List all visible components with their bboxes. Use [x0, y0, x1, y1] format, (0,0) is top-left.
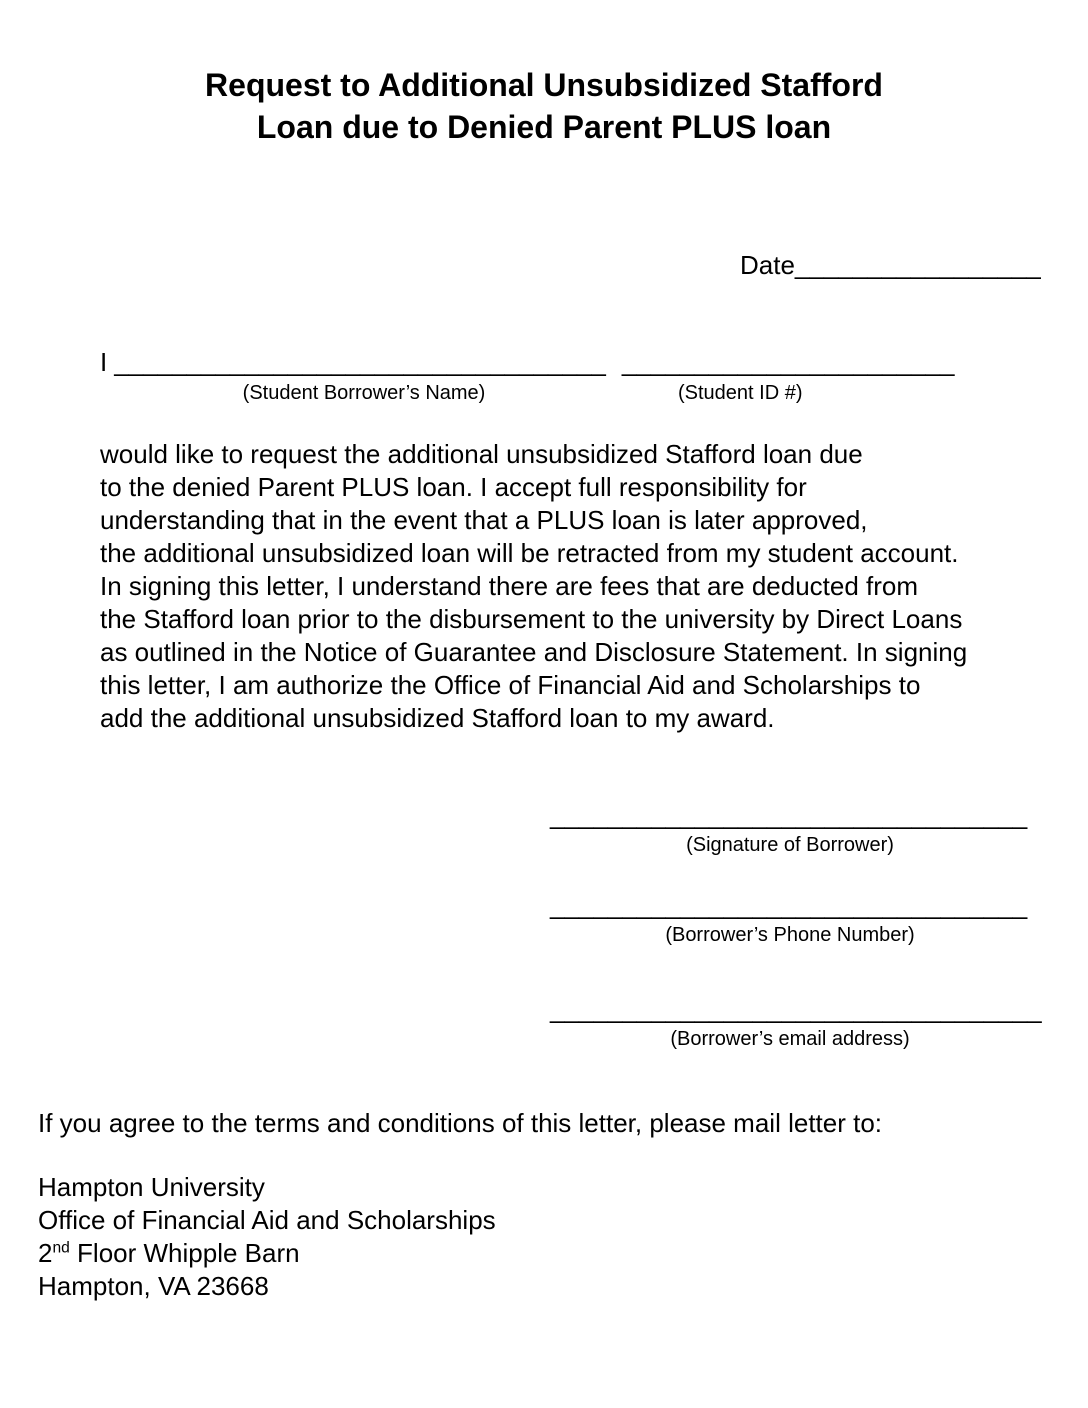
name-id-row [100, 347, 954, 378]
student-name-caption: (Student Borrower’s Name) [242, 382, 486, 404]
signature-blank-line: _________________________________ [550, 800, 1028, 830]
body-line: add the additional unsubsidized Stafford loan to my award. [100, 703, 775, 733]
student-id-caption: (Student ID #) [678, 382, 803, 404]
body-line: would like to request the additional unsubsidized Stafford loan due [100, 439, 863, 469]
floor-street: Floor Whipple Barn [69, 1238, 300, 1268]
phone-caption: (Borrower’s Phone Number) [665, 924, 915, 946]
email-field [550, 994, 1042, 1051]
name-row-prefix: I [100, 347, 108, 377]
phone-blank-line: _________________________________ [550, 890, 1028, 920]
signature-caption: (Signature of Borrower) [686, 834, 894, 856]
date-field [740, 250, 1041, 281]
floor-ordinal-suffix: nd [52, 1239, 70, 1257]
mailing-address [38, 1171, 496, 1303]
title-line-1: Request to Additional Unsubsidized Stafford [205, 67, 883, 103]
document-title [0, 64, 1088, 148]
body-line: this letter, I am authorize the Office of Financial Aid and Scholarships to [100, 670, 921, 700]
body-line: to the denied Parent PLUS loan. I accept full responsibility for [100, 472, 807, 502]
body-paragraph [100, 438, 1060, 735]
body-line: In signing this letter, I understand there are fees that are deducted from [100, 571, 919, 601]
address-line-city: Hampton, VA 23668 [38, 1271, 269, 1301]
floor-number: 2 [38, 1238, 53, 1268]
email-caption: (Borrower’s email address) [670, 1028, 910, 1050]
student-name-blank-line: __________________________________ [114, 347, 606, 377]
phone-field [550, 890, 1030, 947]
body-line: as outlined in the Notice of Guarantee and Disclosure Statement. In signing [100, 637, 968, 667]
address-line-office: Office of Financial Aid and Scholarships [38, 1205, 496, 1235]
body-line: the additional unsubsidized loan will be retracted from my student account. [100, 538, 959, 568]
mail-instruction: If you agree to the terms and conditions of this letter, please mail letter to: [38, 1108, 883, 1138]
student-id-blank-line: _______________________ [621, 347, 955, 377]
email-blank-line: __________________________________ [550, 994, 1042, 1024]
signature-field [550, 800, 1030, 857]
body-line: the Stafford loan prior to the disbursement to the university by Direct Loans [100, 604, 963, 634]
date-label: Date [740, 250, 795, 280]
body-line: understanding that in the event that a PLUS loan is later approved, [100, 505, 868, 535]
address-line-floor [38, 1237, 496, 1270]
address-line-university: Hampton University [38, 1172, 265, 1202]
title-line-2: Loan due to Denied Parent PLUS loan [256, 109, 832, 145]
date-blank-line: _________________ [794, 250, 1041, 280]
